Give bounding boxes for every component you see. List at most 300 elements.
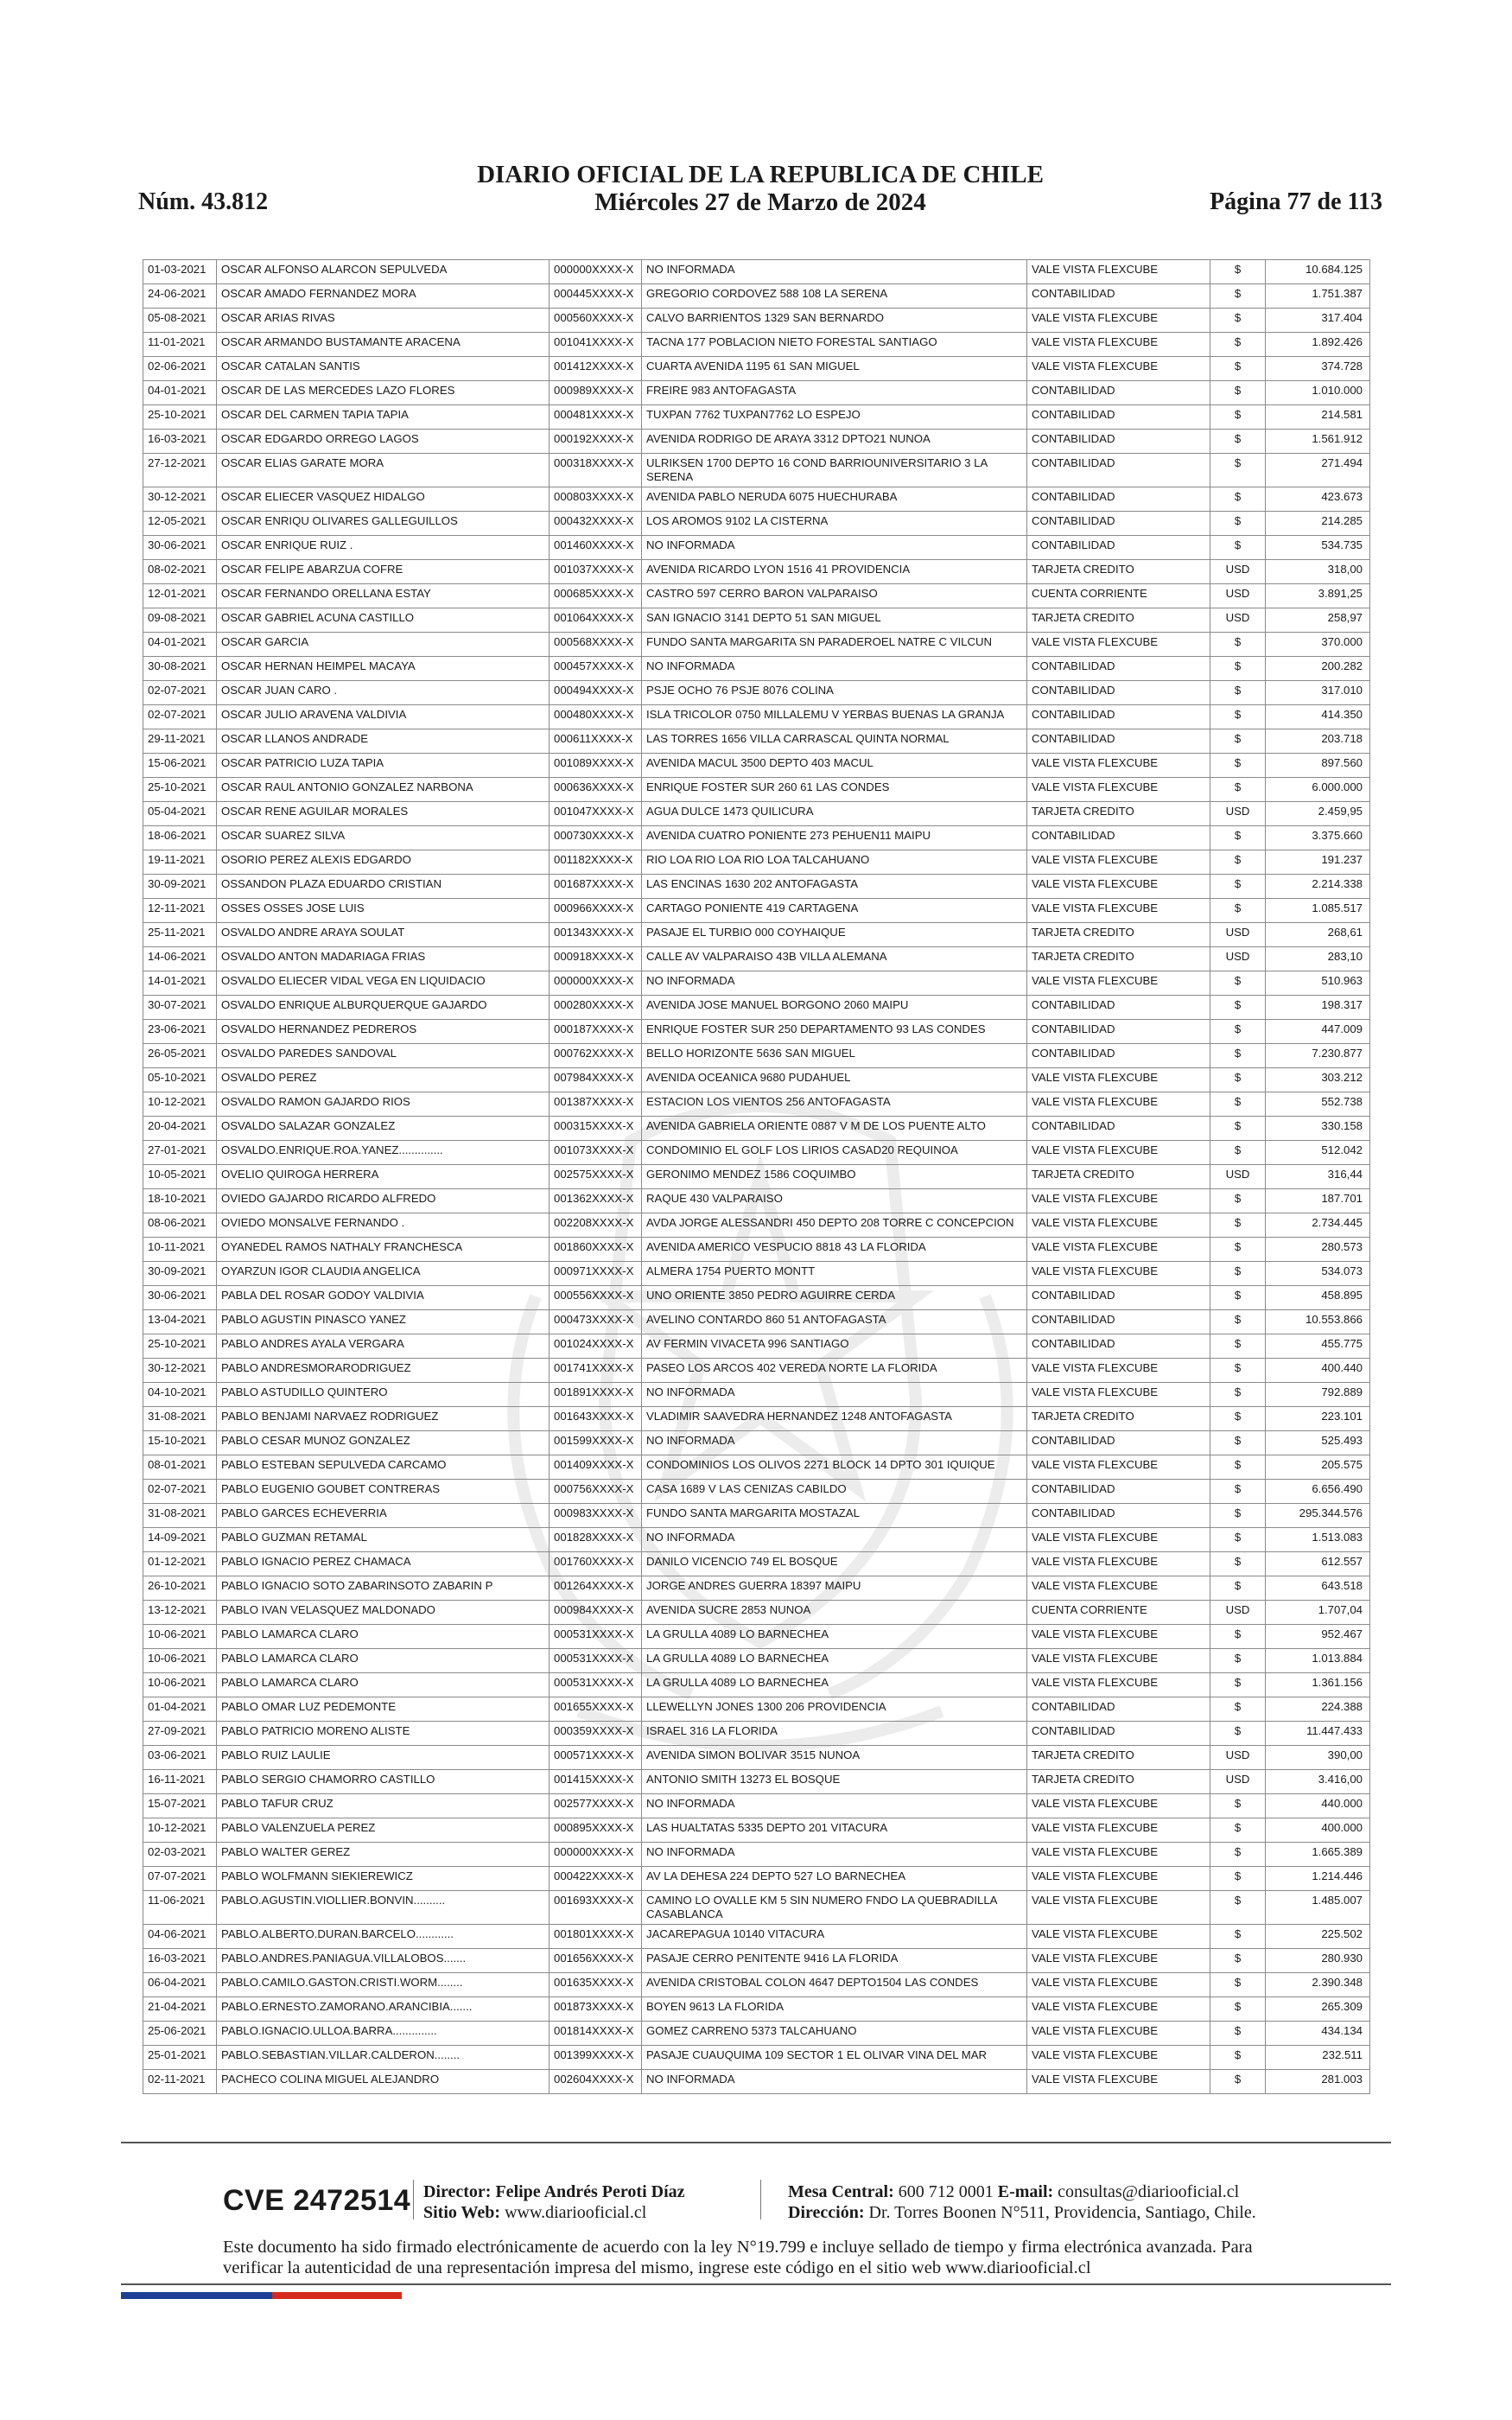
table-row (143, 681, 1370, 705)
rut-cell: 001741XXXX-X (550, 1359, 642, 1383)
amount-cell: 1.085.517 (1266, 899, 1370, 923)
rut-cell: 000187XXXX-X (550, 1020, 642, 1044)
address-cell: AV LA DEHESA 224 DEPTO 527 LO BARNECHEA (642, 1867, 1027, 1891)
address-label: Dirección: (788, 2203, 865, 2222)
currency-cell: USD (1210, 1770, 1266, 1794)
table-row (143, 1997, 1370, 2022)
date-cell: 16-03-2021 (143, 430, 217, 454)
table-row (143, 1673, 1370, 1697)
product-cell: TARJETA CREDITO (1027, 1407, 1210, 1431)
date-cell: 26-05-2021 (143, 1044, 217, 1068)
product-cell: TARJETA CREDITO (1027, 1746, 1210, 1770)
rut-cell: 000481XXXX-X (550, 405, 642, 430)
address-cell: AVENIDA CUATRO PONIENTE 273 PEHUEN11 MAIPU (642, 826, 1027, 850)
address-cell: NO INFORMADA (642, 1383, 1027, 1407)
product-cell: VALE VISTA FLEXCUBE (1027, 2046, 1210, 2070)
email-link[interactable]: consultas@diariooficial.cl (1058, 2182, 1240, 2201)
product-cell: VALE VISTA FLEXCUBE (1027, 754, 1210, 778)
amount-cell: 280.930 (1266, 1949, 1370, 1973)
rut-cell: 001264XXXX-X (550, 1576, 642, 1601)
product-cell: CONTABILIDAD (1027, 1480, 1210, 1504)
address-cell: TACNA 177 POBLACION NIETO FORESTAL SANTIAGO (642, 333, 1027, 357)
currency-cell: $ (1210, 536, 1266, 560)
currency-cell: $ (1210, 1576, 1266, 1601)
amount-cell: 223.101 (1266, 1407, 1370, 1431)
rut-cell: 001643XXXX-X (550, 1407, 642, 1431)
amount-cell: 1.485.007 (1266, 1891, 1370, 1925)
product-cell: CUENTA CORRIENTE (1027, 584, 1210, 608)
date-cell: 01-03-2021 (143, 260, 217, 284)
date-cell: 19-11-2021 (143, 850, 217, 875)
address-cell: AGUA DULCE 1473 QUILICURA (642, 802, 1027, 826)
amount-cell: 232.511 (1266, 2046, 1370, 2070)
address-cell: SAN IGNACIO 3141 DEPTO 51 SAN MIGUEL (642, 608, 1027, 633)
address-cell: JACAREPAGUA 10140 VITACURA (642, 1925, 1027, 1949)
table-row (143, 454, 1370, 487)
address-cell: AVENIDA JOSE MANUEL BORGONO 2060 MAIPU (642, 996, 1027, 1020)
name-cell: PABLO.ERNESTO.ZAMORANO.ARANCIBIA....... (217, 1997, 550, 2022)
date-cell: 02-07-2021 (143, 705, 217, 729)
product-cell: CONTABILIDAD (1027, 1431, 1210, 1455)
date-cell: 24-06-2021 (143, 284, 217, 309)
rut-cell: 000000XXXX-X (550, 971, 642, 996)
date-cell: 31-08-2021 (143, 1504, 217, 1528)
name-cell: PABLO CESAR MUNOZ GONZALEZ (217, 1431, 550, 1455)
rut-cell: 001873XXXX-X (550, 1997, 642, 2022)
currency-cell: $ (1210, 454, 1266, 487)
name-cell: OSCAR JUAN CARO . (217, 681, 550, 705)
address-cell: FUNDO SANTA MARGARITA SN PARADEROEL NATRE C VILCUN (642, 633, 1027, 657)
table-row (143, 1794, 1370, 1818)
currency-cell: $ (1210, 430, 1266, 454)
name-cell: OSCAR JULIO ARAVENA VALDIVIA (217, 705, 550, 729)
name-cell: PABLO LAMARCA CLARO (217, 1625, 550, 1649)
date-cell: 10-12-2021 (143, 1818, 217, 1843)
product-cell: VALE VISTA FLEXCUBE (1027, 1625, 1210, 1649)
product-cell: VALE VISTA FLEXCUBE (1027, 1528, 1210, 1552)
name-cell: PABLO.IGNACIO.ULLOA.BARRA.............. (217, 2022, 550, 2046)
amount-cell: 200.282 (1266, 657, 1370, 681)
rut-cell: 001037XXXX-X (550, 560, 642, 584)
currency-cell: $ (1210, 633, 1266, 657)
address-cell: ULRIKSEN 1700 DEPTO 16 COND BARRIOUNIVERSITARIO 3 LA SERENA (642, 454, 1027, 487)
table-row (143, 260, 1370, 284)
product-cell: VALE VISTA FLEXCUBE (1027, 971, 1210, 996)
product-cell: CUENTA CORRIENTE (1027, 1601, 1210, 1625)
date-cell: 27-12-2021 (143, 454, 217, 487)
amount-cell: 552.738 (1266, 1092, 1370, 1117)
product-cell: CONTABILIDAD (1027, 381, 1210, 405)
table-row (143, 381, 1370, 405)
rut-cell: 001047XXXX-X (550, 802, 642, 826)
date-cell: 27-09-2021 (143, 1722, 217, 1746)
currency-cell: $ (1210, 729, 1266, 754)
name-cell: PABLO.ALBERTO.DURAN.BARCELO............ (217, 1925, 550, 1949)
product-cell: VALE VISTA FLEXCUBE (1027, 309, 1210, 333)
address-cell: AV FERMIN VIVACETA 996 SANTIAGO (642, 1334, 1027, 1359)
address-cell: CUARTA AVENIDA 1195 61 SAN MIGUEL (642, 357, 1027, 381)
signature-disclaimer: Este documento ha sido firmado electrónicamente de acuerdo con la ley N°19.799 e incluye sellado de tiempo y firma electrónica avanzada. Para verificar la autenticidad de una representación impresa del mismo, ingrese este código en el sitio web www.diariooficial.cl (223, 2238, 1253, 2277)
rut-cell: 000473XXXX-X (550, 1310, 642, 1334)
amount-cell: 423.673 (1266, 487, 1370, 512)
address-cell: CARTAGO PONIENTE 419 CARTAGENA (642, 899, 1027, 923)
product-cell: CONTABILIDAD (1027, 1722, 1210, 1746)
table-row (143, 1746, 1370, 1770)
table-row (143, 996, 1370, 1020)
amount-cell: 643.518 (1266, 1576, 1370, 1601)
name-cell: OSCAR PATRICIO LUZA TAPIA (217, 754, 550, 778)
mesa-label: Mesa Central: (788, 2182, 894, 2201)
product-cell: VALE VISTA FLEXCUBE (1027, 1973, 1210, 1997)
editorial-info (423, 2181, 685, 2223)
rut-cell: 000531XXXX-X (550, 1625, 642, 1649)
name-cell: OSORIO PEREZ ALEXIS EDGARDO (217, 850, 550, 875)
name-cell: OSSES OSSES JOSE LUIS (217, 899, 550, 923)
address-cell: ESTACION LOS VIENTOS 256 ANTOFAGASTA (642, 1092, 1027, 1117)
table-row (143, 899, 1370, 923)
table-row (143, 2070, 1370, 2094)
address-cell: PASAJE CUAUQUIMA 109 SECTOR 1 EL OLIVAR VINA DEL MAR (642, 2046, 1027, 2070)
product-cell: VALE VISTA FLEXCUBE (1027, 1867, 1210, 1891)
amount-cell: 1.013.884 (1266, 1649, 1370, 1673)
currency-cell: $ (1210, 1649, 1266, 1673)
amount-cell: 512.042 (1266, 1141, 1370, 1165)
page-number: Página 77 de 113 (1210, 188, 1382, 215)
rut-cell: 002577XXXX-X (550, 1794, 642, 1818)
table-row (143, 1504, 1370, 1528)
product-cell: CONTABILIDAD (1027, 705, 1210, 729)
date-cell: 10-06-2021 (143, 1625, 217, 1649)
rut-cell: 002604XXXX-X (550, 2070, 642, 2094)
product-cell: VALE VISTA FLEXCUBE (1027, 1649, 1210, 1673)
table-row (143, 536, 1370, 560)
name-cell: PABLO GARCES ECHEVERRIA (217, 1504, 550, 1528)
product-cell: TARJETA CREDITO (1027, 1770, 1210, 1794)
name-cell: OSCAR ARMANDO BUSTAMANTE ARACENA (217, 333, 550, 357)
amount-cell: 455.775 (1266, 1334, 1370, 1359)
product-cell: VALE VISTA FLEXCUBE (1027, 1925, 1210, 1949)
date-cell: 27-01-2021 (143, 1141, 217, 1165)
table-row (143, 1286, 1370, 1310)
address-cell: LOS AROMOS 9102 LA CISTERNA (642, 512, 1027, 536)
date-cell: 18-06-2021 (143, 826, 217, 850)
amount-cell: 897.560 (1266, 754, 1370, 778)
name-cell: PABLO.ANDRES.PANIAGUA.VILLALOBOS....... (217, 1949, 550, 1973)
currency-cell: $ (1210, 1213, 1266, 1238)
currency-cell: $ (1210, 357, 1266, 381)
address-cell: LAS ENCINAS 1630 202 ANTOFAGASTA (642, 875, 1027, 899)
currency-cell: USD (1210, 584, 1266, 608)
table-row (143, 309, 1370, 333)
address-cell: CALVO BARRIENTOS 1329 SAN BERNARDO (642, 309, 1027, 333)
product-cell: VALE VISTA FLEXCUBE (1027, 1262, 1210, 1286)
name-cell: OSCAR ARIAS RIVAS (217, 309, 550, 333)
name-cell: PABLO.SEBASTIAN.VILLAR.CALDERON........ (217, 2046, 550, 2070)
address-cell: GERONIMO MENDEZ 1586 COQUIMBO (642, 1165, 1027, 1189)
amount-cell: 3.891,25 (1266, 584, 1370, 608)
table-row (143, 754, 1370, 778)
address-value: Dr. Torres Boonen N°511, Providencia, Santiago, Chile. (868, 2203, 1256, 2222)
address-cell: ISRAEL 316 LA FLORIDA (642, 1722, 1027, 1746)
table-row (143, 512, 1370, 536)
date-cell: 13-12-2021 (143, 1601, 217, 1625)
table-row (143, 1649, 1370, 1673)
table-row (143, 1480, 1370, 1504)
product-cell: TARJETA CREDITO (1027, 802, 1210, 826)
currency-cell: $ (1210, 1925, 1266, 1949)
product-cell: CONTABILIDAD (1027, 454, 1210, 487)
currency-cell: $ (1210, 284, 1266, 309)
amount-cell: 1.892.426 (1266, 333, 1370, 357)
amount-cell: 214.285 (1266, 512, 1370, 536)
product-cell: VALE VISTA FLEXCUBE (1027, 1576, 1210, 1601)
product-cell: VALE VISTA FLEXCUBE (1027, 778, 1210, 802)
product-cell: VALE VISTA FLEXCUBE (1027, 1092, 1210, 1117)
product-cell: VALE VISTA FLEXCUBE (1027, 1141, 1210, 1165)
amount-cell: 268,61 (1266, 923, 1370, 947)
rut-cell: 000803XXXX-X (550, 487, 642, 512)
table-row (143, 1625, 1370, 1649)
rut-cell: 002208XXXX-X (550, 1213, 642, 1238)
date-cell: 04-01-2021 (143, 633, 217, 657)
currency-cell: $ (1210, 405, 1266, 430)
address-cell: AVENIDA CRISTOBAL COLON 4647 DEPTO1504 LAS CONDES (642, 1973, 1027, 1997)
address-cell: BOYEN 9613 LA FLORIDA (642, 1997, 1027, 2022)
currency-cell: $ (1210, 1843, 1266, 1867)
table-row (143, 1722, 1370, 1746)
amount-cell: 187.701 (1266, 1189, 1370, 1213)
currency-cell: $ (1210, 1092, 1266, 1117)
currency-cell: $ (1210, 1818, 1266, 1843)
currency-cell: $ (1210, 1310, 1266, 1334)
rut-cell: 000571XXXX-X (550, 1746, 642, 1770)
rut-cell: 001656XXXX-X (550, 1949, 642, 1973)
address-cell: CASA 1689 V LAS CENIZAS CABILDO (642, 1480, 1027, 1504)
table-row (143, 1020, 1370, 1044)
product-cell: CONTABILIDAD (1027, 657, 1210, 681)
table-row (143, 1891, 1370, 1925)
address-cell: FUNDO SANTA MARGARITA MOSTAZAL (642, 1504, 1027, 1528)
name-cell: OSCAR FERNANDO ORELLANA ESTAY (217, 584, 550, 608)
currency-cell: $ (1210, 2046, 1266, 2070)
date-cell: 13-04-2021 (143, 1310, 217, 1334)
currency-cell: USD (1210, 947, 1266, 971)
rut-cell: 001182XXXX-X (550, 850, 642, 875)
currency-cell: USD (1210, 802, 1266, 826)
currency-cell: $ (1210, 1117, 1266, 1141)
amount-cell: 6.000.000 (1266, 778, 1370, 802)
date-cell: 15-07-2021 (143, 1794, 217, 1818)
date-cell: 29-11-2021 (143, 729, 217, 754)
currency-cell: $ (1210, 1949, 1266, 1973)
masthead (138, 161, 1382, 216)
footer-divider (760, 2180, 761, 2219)
address-cell: ENRIQUE FOSTER SUR 250 DEPARTAMENTO 93 LAS CONDES (642, 1020, 1027, 1044)
date-cell: 31-08-2021 (143, 1407, 217, 1431)
address-cell: BELLO HORIZONTE 5636 SAN MIGUEL (642, 1044, 1027, 1068)
date-cell: 10-05-2021 (143, 1165, 217, 1189)
amount-cell: 3.375.660 (1266, 826, 1370, 850)
address-cell: NO INFORMADA (642, 1528, 1027, 1552)
address-cell: PASAJE EL TURBIO 000 COYHAIQUE (642, 923, 1027, 947)
rut-cell: 001599XXXX-X (550, 1431, 642, 1455)
amount-cell: 1.361.156 (1266, 1673, 1370, 1697)
rut-cell: 001814XXXX-X (550, 2022, 642, 2046)
name-cell: PABLO EUGENIO GOUBET CONTRERAS (217, 1480, 550, 1504)
rut-cell: 001415XXXX-X (550, 1770, 642, 1794)
site-link[interactable]: www.diariooficial.cl (505, 2203, 647, 2222)
currency-cell: USD (1210, 1165, 1266, 1189)
amount-cell: 10.553.866 (1266, 1310, 1370, 1334)
product-cell: CONTABILIDAD (1027, 1117, 1210, 1141)
address-cell: DANILO VICENCIO 749 EL BOSQUE (642, 1552, 1027, 1576)
address-cell: LA GRULLA 4089 LO BARNECHEA (642, 1625, 1027, 1649)
rut-cell: 000984XXXX-X (550, 1601, 642, 1625)
address-cell: CONDOMINIO EL GOLF LOS LIRIOS CASAD20 REQUINOA (642, 1141, 1027, 1165)
table-row (143, 802, 1370, 826)
table-row (143, 584, 1370, 608)
date-cell: 12-05-2021 (143, 512, 217, 536)
amount-cell: 191.237 (1266, 850, 1370, 875)
date-cell: 16-03-2021 (143, 1949, 217, 1973)
address-cell: AVENIDA PABLO NERUDA 6075 HUECHURABA (642, 487, 1027, 512)
name-cell: PABLO PATRICIO MORENO ALISTE (217, 1722, 550, 1746)
rut-cell: 001041XXXX-X (550, 333, 642, 357)
name-cell: OSCAR LLANOS ANDRADE (217, 729, 550, 754)
address-cell: NO INFORMADA (642, 536, 1027, 560)
issue-number: Núm. 43.812 (138, 188, 269, 215)
name-cell: OSCAR ALFONSO ALARCON SEPULVEDA (217, 260, 550, 284)
product-cell: TARJETA CREDITO (1027, 608, 1210, 633)
date-cell: 02-07-2021 (143, 681, 217, 705)
name-cell: OSVALDO SALAZAR GONZALEZ (217, 1117, 550, 1141)
name-cell: PABLO BENJAMI NARVAEZ RODRIGUEZ (217, 1407, 550, 1431)
currency-cell: $ (1210, 1722, 1266, 1746)
name-cell: OSCAR HERNAN HEIMPEL MACAYA (217, 657, 550, 681)
name-cell: OSCAR GABRIEL ACUNA CASTILLO (217, 608, 550, 633)
product-cell: VALE VISTA FLEXCUBE (1027, 1213, 1210, 1238)
address-cell: AVENIDA RODRIGO DE ARAYA 3312 DPTO21 NUNOA (642, 430, 1027, 454)
product-cell: CONTABILIDAD (1027, 1286, 1210, 1310)
product-cell: VALE VISTA FLEXCUBE (1027, 1673, 1210, 1697)
address-cell: CASTRO 597 CERRO BARON VALPARAISO (642, 584, 1027, 608)
address-cell: LLEWELLYN JONES 1300 206 PROVIDENCIA (642, 1697, 1027, 1722)
table-row (143, 560, 1370, 584)
table-row (143, 1867, 1370, 1891)
name-cell: OSVALDO PEREZ (217, 1068, 550, 1092)
currency-cell: $ (1210, 657, 1266, 681)
currency-cell: $ (1210, 1794, 1266, 1818)
amount-cell: 1.561.912 (1266, 430, 1370, 454)
date-cell: 14-09-2021 (143, 1528, 217, 1552)
table-row (143, 1310, 1370, 1334)
address-cell: UNO ORIENTE 3850 PEDRO AGUIRRE CERDA (642, 1286, 1027, 1310)
rut-cell: 007984XXXX-X (550, 1068, 642, 1092)
date-cell: 15-10-2021 (143, 1431, 217, 1455)
currency-cell: $ (1210, 778, 1266, 802)
amount-cell: 225.502 (1266, 1925, 1370, 1949)
issue-date: Miércoles 27 de Marzo de 2024 (594, 188, 926, 216)
product-cell: TARJETA CREDITO (1027, 947, 1210, 971)
table-row (143, 2022, 1370, 2046)
address-cell: AVELINO CONTARDO 860 51 ANTOFAGASTA (642, 1310, 1027, 1334)
name-cell: OSVALDO.ENRIQUE.ROA.YANEZ.............. (217, 1141, 550, 1165)
product-cell: CONTABILIDAD (1027, 536, 1210, 560)
product-cell: CONTABILIDAD (1027, 512, 1210, 536)
page-header (138, 161, 1382, 221)
currency-cell: $ (1210, 1504, 1266, 1528)
rut-cell: 000494XXXX-X (550, 681, 642, 705)
rut-cell: 000422XXXX-X (550, 1867, 642, 1891)
amount-cell: 265.309 (1266, 1997, 1370, 2022)
rut-cell: 001412XXXX-X (550, 357, 642, 381)
footer-bottom-rule (121, 2283, 1391, 2285)
amount-cell: 280.573 (1266, 1238, 1370, 1262)
name-cell: OSCAR FELIPE ABARZUA COFRE (217, 560, 550, 584)
currency-cell: $ (1210, 1455, 1266, 1480)
currency-cell: USD (1210, 608, 1266, 633)
rut-cell: 000983XXXX-X (550, 1504, 642, 1528)
name-cell: OSCAR DEL CARMEN TAPIA TAPIA (217, 405, 550, 430)
rut-cell: 001655XXXX-X (550, 1697, 642, 1722)
name-cell: PABLO IGNACIO SOTO ZABARINSOTO ZABARIN P (217, 1576, 550, 1601)
name-cell: PABLO TAFUR CRUZ (217, 1794, 550, 1818)
currency-cell: $ (1210, 1891, 1266, 1925)
product-cell: VALE VISTA FLEXCUBE (1027, 1794, 1210, 1818)
date-cell: 25-06-2021 (143, 2022, 217, 2046)
table-row (143, 729, 1370, 754)
rut-cell: 000730XXXX-X (550, 826, 642, 850)
currency-cell: $ (1210, 1068, 1266, 1092)
name-cell: OSCAR CATALAN SANTIS (217, 357, 550, 381)
amount-cell: 224.388 (1266, 1697, 1370, 1722)
currency-cell: $ (1210, 2022, 1266, 2046)
table-row (143, 1770, 1370, 1794)
address-cell: NO INFORMADA (642, 1794, 1027, 1818)
amount-cell: 952.467 (1266, 1625, 1370, 1649)
product-cell: CONTABILIDAD (1027, 996, 1210, 1020)
address-cell: GREGORIO CORDOVEZ 588 108 LA SERENA (642, 284, 1027, 309)
date-cell: 08-02-2021 (143, 560, 217, 584)
amount-cell: 447.009 (1266, 1020, 1370, 1044)
date-cell: 02-11-2021 (143, 2070, 217, 2094)
table-row (143, 1044, 1370, 1068)
amount-cell: 271.494 (1266, 454, 1370, 487)
rut-cell: 000480XXXX-X (550, 705, 642, 729)
rut-cell: 001635XXXX-X (550, 1973, 642, 1997)
date-cell: 25-11-2021 (143, 923, 217, 947)
date-cell: 05-04-2021 (143, 802, 217, 826)
name-cell: PACHECO COLINA MIGUEL ALEJANDRO (217, 2070, 550, 2094)
name-cell: OSCAR DE LAS MERCEDES LAZO FLORES (217, 381, 550, 405)
table-row (143, 875, 1370, 899)
currency-cell: $ (1210, 1867, 1266, 1891)
currency-cell: $ (1210, 1697, 1266, 1722)
product-cell: TARJETA CREDITO (1027, 560, 1210, 584)
currency-cell: $ (1210, 381, 1266, 405)
date-cell: 30-06-2021 (143, 536, 217, 560)
rut-cell: 001362XXXX-X (550, 1189, 642, 1213)
date-cell: 05-08-2021 (143, 309, 217, 333)
name-cell: PABLO SERGIO CHAMORRO CASTILLO (217, 1770, 550, 1794)
table-row (143, 357, 1370, 381)
product-cell: VALE VISTA FLEXCUBE (1027, 1843, 1210, 1867)
rut-cell: 002575XXXX-X (550, 1165, 642, 1189)
rut-cell: 001687XXXX-X (550, 875, 642, 899)
records-body (143, 260, 1370, 2094)
director-name: Felipe Andrés Peroti Díaz (495, 2182, 685, 2201)
name-cell: PABLO GUZMAN RETAMAL (217, 1528, 550, 1552)
